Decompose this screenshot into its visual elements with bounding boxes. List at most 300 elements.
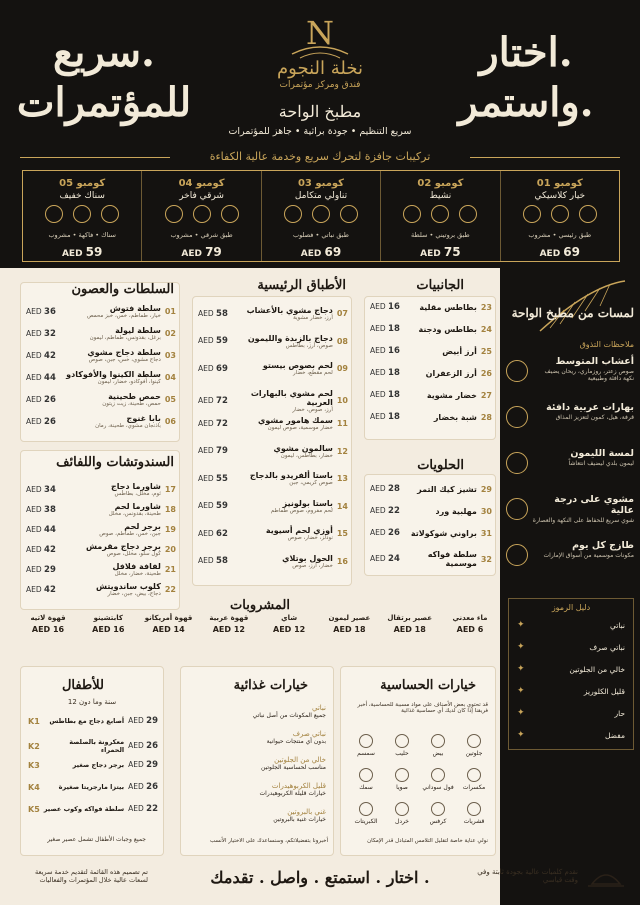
item-name: سالمون مشوي xyxy=(273,443,333,453)
item-text xyxy=(56,502,165,517)
item-number: 09 xyxy=(336,364,348,373)
item-price xyxy=(26,505,56,515)
feature-desc: قرفة، هيل، كمون لتعزيز المذاق xyxy=(555,414,634,421)
combo-subtitle: خيار كلاسيكي xyxy=(534,191,586,201)
drink-name: ماء معدني xyxy=(452,614,488,622)
currency-label: AED xyxy=(370,528,389,537)
dish-icon xyxy=(312,205,330,223)
item-text xyxy=(400,303,481,312)
item-text xyxy=(400,413,481,422)
item-name: بطاطس ودجنة xyxy=(418,324,477,334)
currency-label: AED xyxy=(198,501,217,510)
allergen-item xyxy=(458,768,490,791)
currency-label: AED xyxy=(198,556,217,565)
currency-label: AED xyxy=(26,394,45,404)
dish-icon xyxy=(101,205,119,223)
brand-name: نخلة النجوم xyxy=(277,58,363,79)
drink-item xyxy=(321,614,377,660)
item-name: لحم مشوي بالبهارات العربية xyxy=(250,388,333,407)
item-text xyxy=(228,499,337,514)
price-value: 69 xyxy=(563,245,580,259)
item-number: 18 xyxy=(164,505,176,514)
currency-label: AED xyxy=(370,368,389,377)
item-text xyxy=(56,562,165,577)
item-number: 06 xyxy=(164,417,176,426)
feature-name: بهارات عربية دافئة xyxy=(546,402,634,413)
allergen-item xyxy=(386,768,418,791)
price-value: 18 xyxy=(388,324,400,334)
item-number: 15 xyxy=(336,529,348,538)
sides-row xyxy=(370,346,492,356)
price-value: 58 xyxy=(216,308,228,319)
combo-card xyxy=(141,171,260,261)
combo-captions: طبق شرقي • مشروب xyxy=(170,231,233,239)
feature-desc: مكونات موسمية من أسواق الإمارات xyxy=(543,552,634,559)
mains-row xyxy=(198,471,348,486)
item-name: باستا بولونيز xyxy=(282,498,333,508)
item-name: شاورما لحم xyxy=(114,502,161,511)
kids-row xyxy=(28,716,158,726)
allergens-note: نولي عناية خاصة لتقليل التلامس المتبادل قدر الإمكان xyxy=(367,838,488,844)
currency-label: AED xyxy=(370,346,389,355)
currency-label: AED xyxy=(370,412,389,421)
allergen-icon xyxy=(431,734,445,748)
item-name: أصابع دجاج مع بطاطس xyxy=(49,717,125,725)
currency-label: AED xyxy=(128,804,147,813)
combo-strip xyxy=(22,170,620,262)
allergen-icon xyxy=(359,734,373,748)
drink-price xyxy=(141,625,197,634)
item-price xyxy=(198,529,228,539)
item-name: حمص طحينية xyxy=(108,392,161,401)
price-value: 24 xyxy=(388,554,400,564)
item-name: لفافة فلافل xyxy=(112,562,161,571)
item-price xyxy=(128,804,158,814)
feature-item xyxy=(532,494,634,524)
salads-row xyxy=(26,348,176,363)
feature-name: أعشاب المتوسط xyxy=(555,356,634,367)
item-number: 11 xyxy=(336,419,348,428)
combo-captions: طبق رئيسي • مشروب xyxy=(528,231,592,239)
item-price xyxy=(370,506,400,516)
item-text xyxy=(228,334,337,349)
item-number: K3 xyxy=(28,760,40,770)
legend-symbol: ✦ xyxy=(517,620,525,630)
dietary-desc: خيارات قليلة الكربوهيدرات xyxy=(259,790,326,797)
item-desc: لحم مفروم، صوص طماطم xyxy=(270,507,333,514)
currency-label: AED xyxy=(198,446,217,455)
currency-label: AED xyxy=(128,741,147,750)
legend-symbol: ✦ xyxy=(517,664,525,674)
salads-title: السلطات والعصون xyxy=(71,282,174,297)
item-number: 24 xyxy=(480,324,492,334)
item-desc: باذنجان مشوي، طحينة، رمان xyxy=(95,423,161,429)
drinks-row xyxy=(20,614,498,660)
item-number: 05 xyxy=(164,395,176,404)
mains-row xyxy=(198,334,348,349)
item-number: K5 xyxy=(28,804,40,814)
kids-subtitle: 12 سنة وما دون xyxy=(67,698,117,706)
item-number: 04 xyxy=(164,373,176,382)
drink-name: قهوة عربية xyxy=(209,614,249,622)
item-desc: أرز، خضار مشوية xyxy=(293,315,333,321)
item-number: K2 xyxy=(28,741,40,751)
legend-item xyxy=(509,612,633,634)
feature-desc: شوي سريع للحفاظ على النكهة والعصارة xyxy=(532,517,634,524)
item-desc: خضار، أرز، صوص xyxy=(292,562,333,569)
currency-label: AED xyxy=(300,249,325,259)
item-desc: أرز، صوص، خضار xyxy=(292,406,333,413)
slogan-right: اختار. واستمر. xyxy=(458,29,594,126)
tagline: سريع التنظيم • جودة براثية • جاهز للمؤتمرات xyxy=(228,126,412,137)
price-value: 58 xyxy=(216,556,228,566)
legend-symbol: ✦ xyxy=(517,642,525,652)
combo-card xyxy=(500,171,619,261)
item-number: 08 xyxy=(336,336,348,346)
price-value: 79 xyxy=(205,245,222,259)
drink-item xyxy=(442,614,498,660)
currency-label: AED xyxy=(26,372,45,382)
kids-row xyxy=(28,738,158,754)
item-name: خضار مشوية xyxy=(426,390,477,400)
combo-price xyxy=(142,245,260,259)
slogan-left: سريع. للمؤتمرات xyxy=(16,29,192,126)
combo-icons xyxy=(142,205,260,229)
drink-item xyxy=(201,614,257,660)
item-price xyxy=(198,309,228,319)
combo-card xyxy=(380,171,499,261)
allergen-icon xyxy=(431,802,445,816)
legend-item xyxy=(509,722,633,744)
item-price xyxy=(26,545,56,555)
combo-subtitle: نشيط xyxy=(429,191,452,201)
item-desc: خضار، بطاطس، ليمون xyxy=(280,452,333,459)
item-name: سلطة فواكه موسمية xyxy=(427,550,477,568)
price-value: 55 xyxy=(216,473,228,484)
dish-icon xyxy=(579,205,597,223)
item-text xyxy=(228,416,337,431)
combo-card xyxy=(23,171,141,261)
price-value: 22 xyxy=(388,506,400,516)
item-text xyxy=(228,526,337,541)
allergen-name: خردل xyxy=(394,818,410,825)
price-value: 16 xyxy=(388,346,400,356)
kids-title: للأطفال xyxy=(61,678,104,693)
item-price xyxy=(198,556,228,566)
allergen-icon xyxy=(467,768,481,782)
combo-price xyxy=(262,245,380,259)
item-text xyxy=(228,554,337,569)
mains-row xyxy=(198,416,348,431)
item-number: 30 xyxy=(480,506,492,516)
item-name: بطاطس مقلية xyxy=(419,302,477,312)
drink-name: قهوة أمريكانو xyxy=(144,614,193,622)
salads-row xyxy=(26,414,176,429)
allergen-name: سمسم xyxy=(357,750,375,757)
combo-icons xyxy=(262,205,380,229)
sandwiches-title: السندوتشات واللفائف xyxy=(56,455,174,470)
item-number: 22 xyxy=(164,585,176,594)
item-text xyxy=(228,471,337,486)
combo-card xyxy=(261,171,380,261)
item-text xyxy=(56,582,165,597)
sandwiches-row xyxy=(26,502,176,517)
item-price xyxy=(370,412,400,422)
kids-row xyxy=(28,760,158,770)
allergen-item xyxy=(350,768,382,791)
price-value: 42 xyxy=(44,350,56,361)
dietary-option xyxy=(188,704,326,719)
legend-item xyxy=(509,700,633,722)
price-value: 18 xyxy=(414,625,426,634)
price-value: 72 xyxy=(216,418,228,429)
item-price xyxy=(198,364,228,374)
currency-label: AED xyxy=(539,249,564,259)
price-value: 75 xyxy=(443,245,461,259)
item-text xyxy=(56,348,165,363)
feature-item xyxy=(532,402,634,421)
drink-price xyxy=(442,625,498,634)
item-number: 31 xyxy=(480,528,492,538)
dietary-name: خالي من الجلوتين xyxy=(274,756,326,764)
legend-item xyxy=(509,656,633,678)
price-value: 44 xyxy=(44,524,56,535)
combo-price xyxy=(501,245,619,259)
drink-item xyxy=(261,614,317,660)
drink-item xyxy=(141,614,197,660)
price-value: 29 xyxy=(146,760,158,770)
drink-price xyxy=(261,625,317,634)
item-text xyxy=(400,391,481,400)
price-value: 29 xyxy=(146,716,158,726)
legend-symbol: ✦ xyxy=(517,730,525,740)
dish-icon xyxy=(459,205,477,223)
item-number: 25 xyxy=(480,346,492,356)
item-price xyxy=(198,396,228,406)
price-value: 18 xyxy=(388,368,400,378)
item-price xyxy=(198,474,228,484)
legend-label: نباتي صرف xyxy=(589,642,625,652)
allergen-icon xyxy=(359,768,373,782)
item-number: 28 xyxy=(480,412,492,422)
drink-name: كابتشينو xyxy=(93,614,123,622)
sidebar xyxy=(500,268,640,905)
item-text xyxy=(56,370,165,385)
currency-label: AED xyxy=(420,249,444,259)
sandwiches-row xyxy=(26,582,176,597)
price-value: 36 xyxy=(44,306,56,317)
desserts-row xyxy=(370,506,492,516)
drink-price xyxy=(382,625,438,634)
feature-desc: صوص زعتر، روزماري، ريحان يضيف نكهة دافئة وطبيعية xyxy=(544,368,634,382)
currency-label: AED xyxy=(92,625,114,634)
item-desc: طحينة، بقدونس، مخلل xyxy=(108,511,161,517)
item-name: الحول بوتلاي xyxy=(282,553,333,563)
currency-label: AED xyxy=(370,324,389,333)
salads-row xyxy=(26,370,176,385)
sandwiches-row xyxy=(26,482,176,497)
item-number: 10 xyxy=(336,396,348,405)
feature-name: لمسة الليمون xyxy=(570,448,634,459)
sandwiches-row xyxy=(26,522,176,537)
dietary-desc: خيارات غنية بالبروتين xyxy=(273,816,326,823)
dish-icon xyxy=(45,205,63,223)
kids-row xyxy=(28,804,158,814)
price-value: 42 xyxy=(44,544,56,555)
allergen-item xyxy=(350,802,382,825)
dish-icon xyxy=(551,205,569,223)
desserts-row xyxy=(370,484,492,494)
item-number: 17 xyxy=(164,485,176,494)
price-value: 69 xyxy=(324,245,342,259)
item-name: دجاج بالزبدة والليمون xyxy=(247,333,333,343)
price-value: 26 xyxy=(388,528,400,538)
item-number: 32 xyxy=(480,554,492,564)
dish-icon xyxy=(221,205,239,223)
item-desc: ثوم، مخلل، بطاطس xyxy=(114,491,161,497)
item-name: سمك هامور مشوي xyxy=(258,416,333,425)
item-price xyxy=(198,446,228,456)
price-value: 18 xyxy=(354,625,366,634)
combo-title: كومبو 05 xyxy=(59,178,106,189)
drink-price xyxy=(20,625,76,634)
item-name: معكرونة بالصلصة الحمراء xyxy=(69,738,125,754)
item-desc: طحينة، خضار، مخلل xyxy=(114,571,161,577)
dish-icon xyxy=(284,205,302,223)
price-value: 69 xyxy=(216,363,228,374)
currency-label: AED xyxy=(198,336,217,345)
currency-label: AED xyxy=(128,782,147,791)
combo-icons xyxy=(501,205,619,229)
mains-row xyxy=(198,306,348,321)
item-text xyxy=(228,306,337,321)
item-desc: نودلز، خضار، صوص xyxy=(287,535,333,541)
item-desc: حمص، طحينة، زيت زيتون xyxy=(102,401,161,407)
currency-label: AED xyxy=(152,625,174,634)
drink-name: عصير ليمون xyxy=(328,614,371,622)
allergen-name: حليب xyxy=(395,750,409,757)
item-number: 26 xyxy=(480,368,492,378)
item-name: لحم بصوص بيستو xyxy=(262,361,333,370)
currency-label: AED xyxy=(198,363,217,373)
allergen-icon xyxy=(431,768,445,782)
item-name: أرز أبيض xyxy=(442,346,477,356)
mains-row xyxy=(198,361,348,376)
item-price xyxy=(26,395,56,405)
combo-subtitle: تناولي متكامل xyxy=(294,191,348,201)
dish-icon xyxy=(403,205,421,223)
price-value: 59 xyxy=(85,245,103,259)
currency-label: AED xyxy=(198,418,217,428)
dietary-option xyxy=(188,808,326,823)
item-text xyxy=(228,389,337,413)
item-text xyxy=(400,325,481,334)
currency-label: AED xyxy=(370,302,389,311)
item-price xyxy=(26,373,56,383)
allergen-name: فول سوداني xyxy=(422,784,454,791)
price-value: 59 xyxy=(216,501,228,511)
footer-right: نقدم كلميات عالية بجودة ثابتة وفي وقت قياسي xyxy=(477,868,578,884)
combo-captions: سناك • فاكهة • مشروب xyxy=(48,231,116,239)
allergen-item xyxy=(350,734,382,757)
item-desc: جبن، خس، طماطم، صوص xyxy=(99,531,161,537)
item-name: تشيز كيك التمر xyxy=(417,484,477,494)
item-price xyxy=(26,417,56,427)
item-price xyxy=(198,419,228,429)
feature-icon xyxy=(506,544,528,566)
allergen-item xyxy=(422,768,454,791)
combo-title: كومبو 02 xyxy=(417,178,464,189)
drinks-title: المشروبات xyxy=(230,598,290,613)
dish-icon xyxy=(165,205,183,223)
combo-title: كومبو 04 xyxy=(178,178,225,189)
allergens-intro: قد تحتوي بعض الأصناف على مواد مسببة للحساسية، أخبر فريقنا إذا كان لديك أي حساسية غذائية xyxy=(357,702,488,714)
item-price xyxy=(26,329,56,339)
item-name: سلطة فواكه وكوب عصير xyxy=(43,805,125,813)
item-text xyxy=(228,444,337,459)
dish-icon xyxy=(73,205,91,223)
item-text xyxy=(400,529,481,538)
price-value: 12 xyxy=(294,625,306,634)
currency-label: AED xyxy=(61,249,86,259)
legend-box xyxy=(508,598,634,750)
allergen-name: بيض xyxy=(432,750,444,757)
combo-captions: طبق نباتي • فصلوب xyxy=(293,231,349,239)
header-section xyxy=(0,0,640,268)
price-value: 26 xyxy=(44,416,56,427)
dietary-name: غني بالبروتين xyxy=(287,808,326,816)
item-name: برجر دجاج صغير xyxy=(72,761,125,769)
price-value: 44 xyxy=(44,372,56,383)
currency-label: AED xyxy=(31,625,53,634)
currency-label: AED xyxy=(370,484,389,493)
price-value: 72 xyxy=(216,395,228,406)
sides-title: الجانبيات xyxy=(416,278,464,293)
drink-item xyxy=(20,614,76,660)
dietary-title: خيارات غذائية xyxy=(233,678,308,693)
item-desc: دجاج، بيض، جبن، خضار xyxy=(107,591,161,597)
item-number: 13 xyxy=(336,474,348,483)
allergen-name: الكبريتات xyxy=(354,818,378,825)
sides-row xyxy=(370,302,492,312)
sides-row xyxy=(370,390,492,400)
item-number: 27 xyxy=(480,390,492,400)
feature-desc: ليمون بلدي ليضيف انتعاشاً xyxy=(568,460,634,467)
item-name: كلوب ساندويتش xyxy=(96,582,161,591)
item-text xyxy=(56,326,165,341)
item-name: شبة بخضار xyxy=(433,412,477,422)
currency-label: AED xyxy=(128,716,147,725)
item-price xyxy=(128,782,158,792)
drink-price xyxy=(201,625,257,634)
price-value: 26 xyxy=(44,394,56,405)
item-name: شاورما دجاج xyxy=(111,482,161,491)
price-value: 6 xyxy=(477,625,484,634)
drink-name: قهوة لاتيه xyxy=(30,614,66,622)
item-price xyxy=(26,485,56,495)
combo-price xyxy=(381,245,499,259)
legend-symbol: ✦ xyxy=(517,686,525,696)
currency-label: AED xyxy=(198,308,217,318)
sides-row xyxy=(370,412,492,422)
drink-item xyxy=(80,614,136,660)
item-number: 21 xyxy=(164,565,176,574)
item-desc: كول سلو، مخلل، صوص xyxy=(106,551,161,557)
feature-item xyxy=(532,540,634,559)
drink-name: عصير برتقال xyxy=(387,614,433,622)
svg-text:N: N xyxy=(306,14,334,52)
item-price xyxy=(26,525,56,535)
